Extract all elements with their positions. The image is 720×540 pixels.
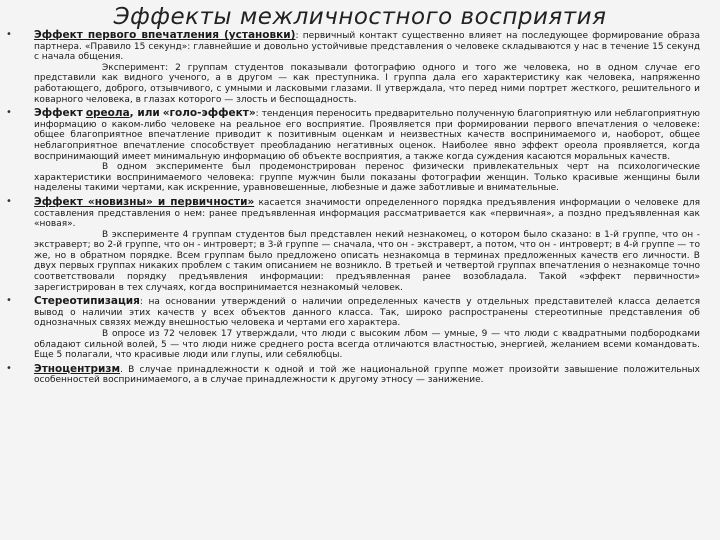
term-halo: ореола <box>85 107 130 120</box>
item-text <box>34 296 700 329</box>
item-text <box>34 30 700 63</box>
bullet-icon: • <box>6 295 12 307</box>
list-item <box>6 195 701 293</box>
list-item <box>6 107 700 194</box>
term-ethnocentrism: Этноцентризм <box>34 362 121 375</box>
term-or: , или <box>129 107 160 120</box>
page-title: Эффекты межличностного восприятия <box>113 4 607 30</box>
list-item <box>6 295 700 361</box>
term-first-impression: Эффект первого впечатления (установки) <box>34 29 296 41</box>
item-lead: касается значимости определенного порядка предъявления информации о человеке для составления представления о нем: ранее предъявленная информация рассматривается как «первичная», а поздно предъявленная как «новая». <box>34 197 701 230</box>
bullet-icon: • <box>6 362 12 374</box>
item-lead: : первичный контакт существенно влияет на последующее формирование образа партнера. «Правило 15 секунд»: главнейшие и довольно устойчивые представления о человеке складываются у нас в течение 15 секунд с начала общения. <box>34 31 700 63</box>
term-stereotyping: Стереотипизация <box>34 295 140 308</box>
list-item <box>6 29 700 105</box>
item-example: В эксперименте 4 группам студентов был представлен некий незнакомец, о котором было сказано: в 1-й группе, что он - экстраверт; во 2-й группе, что он - интроверт; в 3-й группе — сначала, что он - экстраверт, а потом, что он - интроверт; в 4-й группе — то же, но в обратном порядке. Всем группам было предложено описать незнакомца в терминах предложенных качеств его личности. В двух первых группах никаких проблем с таким описанием не возникло. В третьей и четвертой группах впечатления о незнакомце точно соответствовали порядку предъявления информации: предъявленная ранее возобладала. Такой «эффект первичности» зарегистрирован в тех случаях, когда воспринимается незнакомый человек. <box>34 229 700 293</box>
bullet-icon: • <box>6 195 12 207</box>
item-example: В опросе из 72 человек 17 утверждали, что люди с высоким лбом — умные, 9 — что люди с квадратными подбородками обладают сильной волей, 5 — что люди ниже среднего роста всегда отличаются властностью, энергией, желанием всеми командовать. Еще 5 полагали, что красивые люди или глупы, или себялюбцы. <box>34 329 700 361</box>
term-effect-word: Эффект <box>34 107 83 120</box>
term-novelty-primacy: Эффект «новизны» и первичности» <box>34 195 255 208</box>
item-text <box>34 197 700 230</box>
item-example: В одном эксперименте был продемонстрирован перенос физически привлекательных черт на психологические характеристики воспринимаемого человека: группе мужчин были показаны фотографии женщин. Только красивые женщины были наделены такими чертами, как искренние, уравновешенные, любезные и даже заботливые и внимательные. <box>34 162 700 194</box>
term-halo-effect: «голо-эффект» <box>162 107 256 120</box>
item-lead: : на основании утверждений о наличии определенных качеств у отдельных представителей класса делается вывод о наличии этих качеств у всех объектов данного класса. Так, широко распространены стереотипные представления об однозначных связях между внешностью человека и чертами его характера. <box>34 297 700 329</box>
list-item <box>6 362 700 386</box>
bullet-icon: • <box>6 29 12 40</box>
item-text <box>34 108 700 162</box>
item-example: Эксперимент: 2 группам студентов показывали фотографию одного и того же человека, но в одном случае его представили как видного ученого, а в другом — как преступника. I группа дала его характеристику как человека, напряженно работающего, доброго, отзывчивого, с умными и ласковыми глазами. II утверждала, что перед ними портрет жесткого, решительного и коварного человека, в глазах которого — злость и беспощадность. <box>34 62 700 105</box>
item-lead: . В случае принадлежности к одной и той же национальной группе может произойти завышение положительных особенностей воспринимаемого, а в случае принадлежности к другому этносу — занижение. <box>34 364 700 386</box>
bullet-icon: • <box>6 107 12 119</box>
item-text <box>34 364 700 386</box>
item-lead: : тенденция переносить предварительно полученную благоприятную или неблагоприятную информацию о каком-либо человеке на реальное его восприятие. Проявляется при формировании первого впечатления о человеке: общее благоприятное впечатление приводит к позитивным оценкам и неизвестных качеств воспринимаемого и, наоборот, общее неблагоприятное впечатление способствует преобладанию негативных оценок. Наиболее явно эффект ореола проявляется, когда воспринимающий имеет минимальную информацию об объекте восприятия, а также когда суждения касаются моральных качеств. <box>34 109 700 162</box>
content-list <box>6 29 701 389</box>
